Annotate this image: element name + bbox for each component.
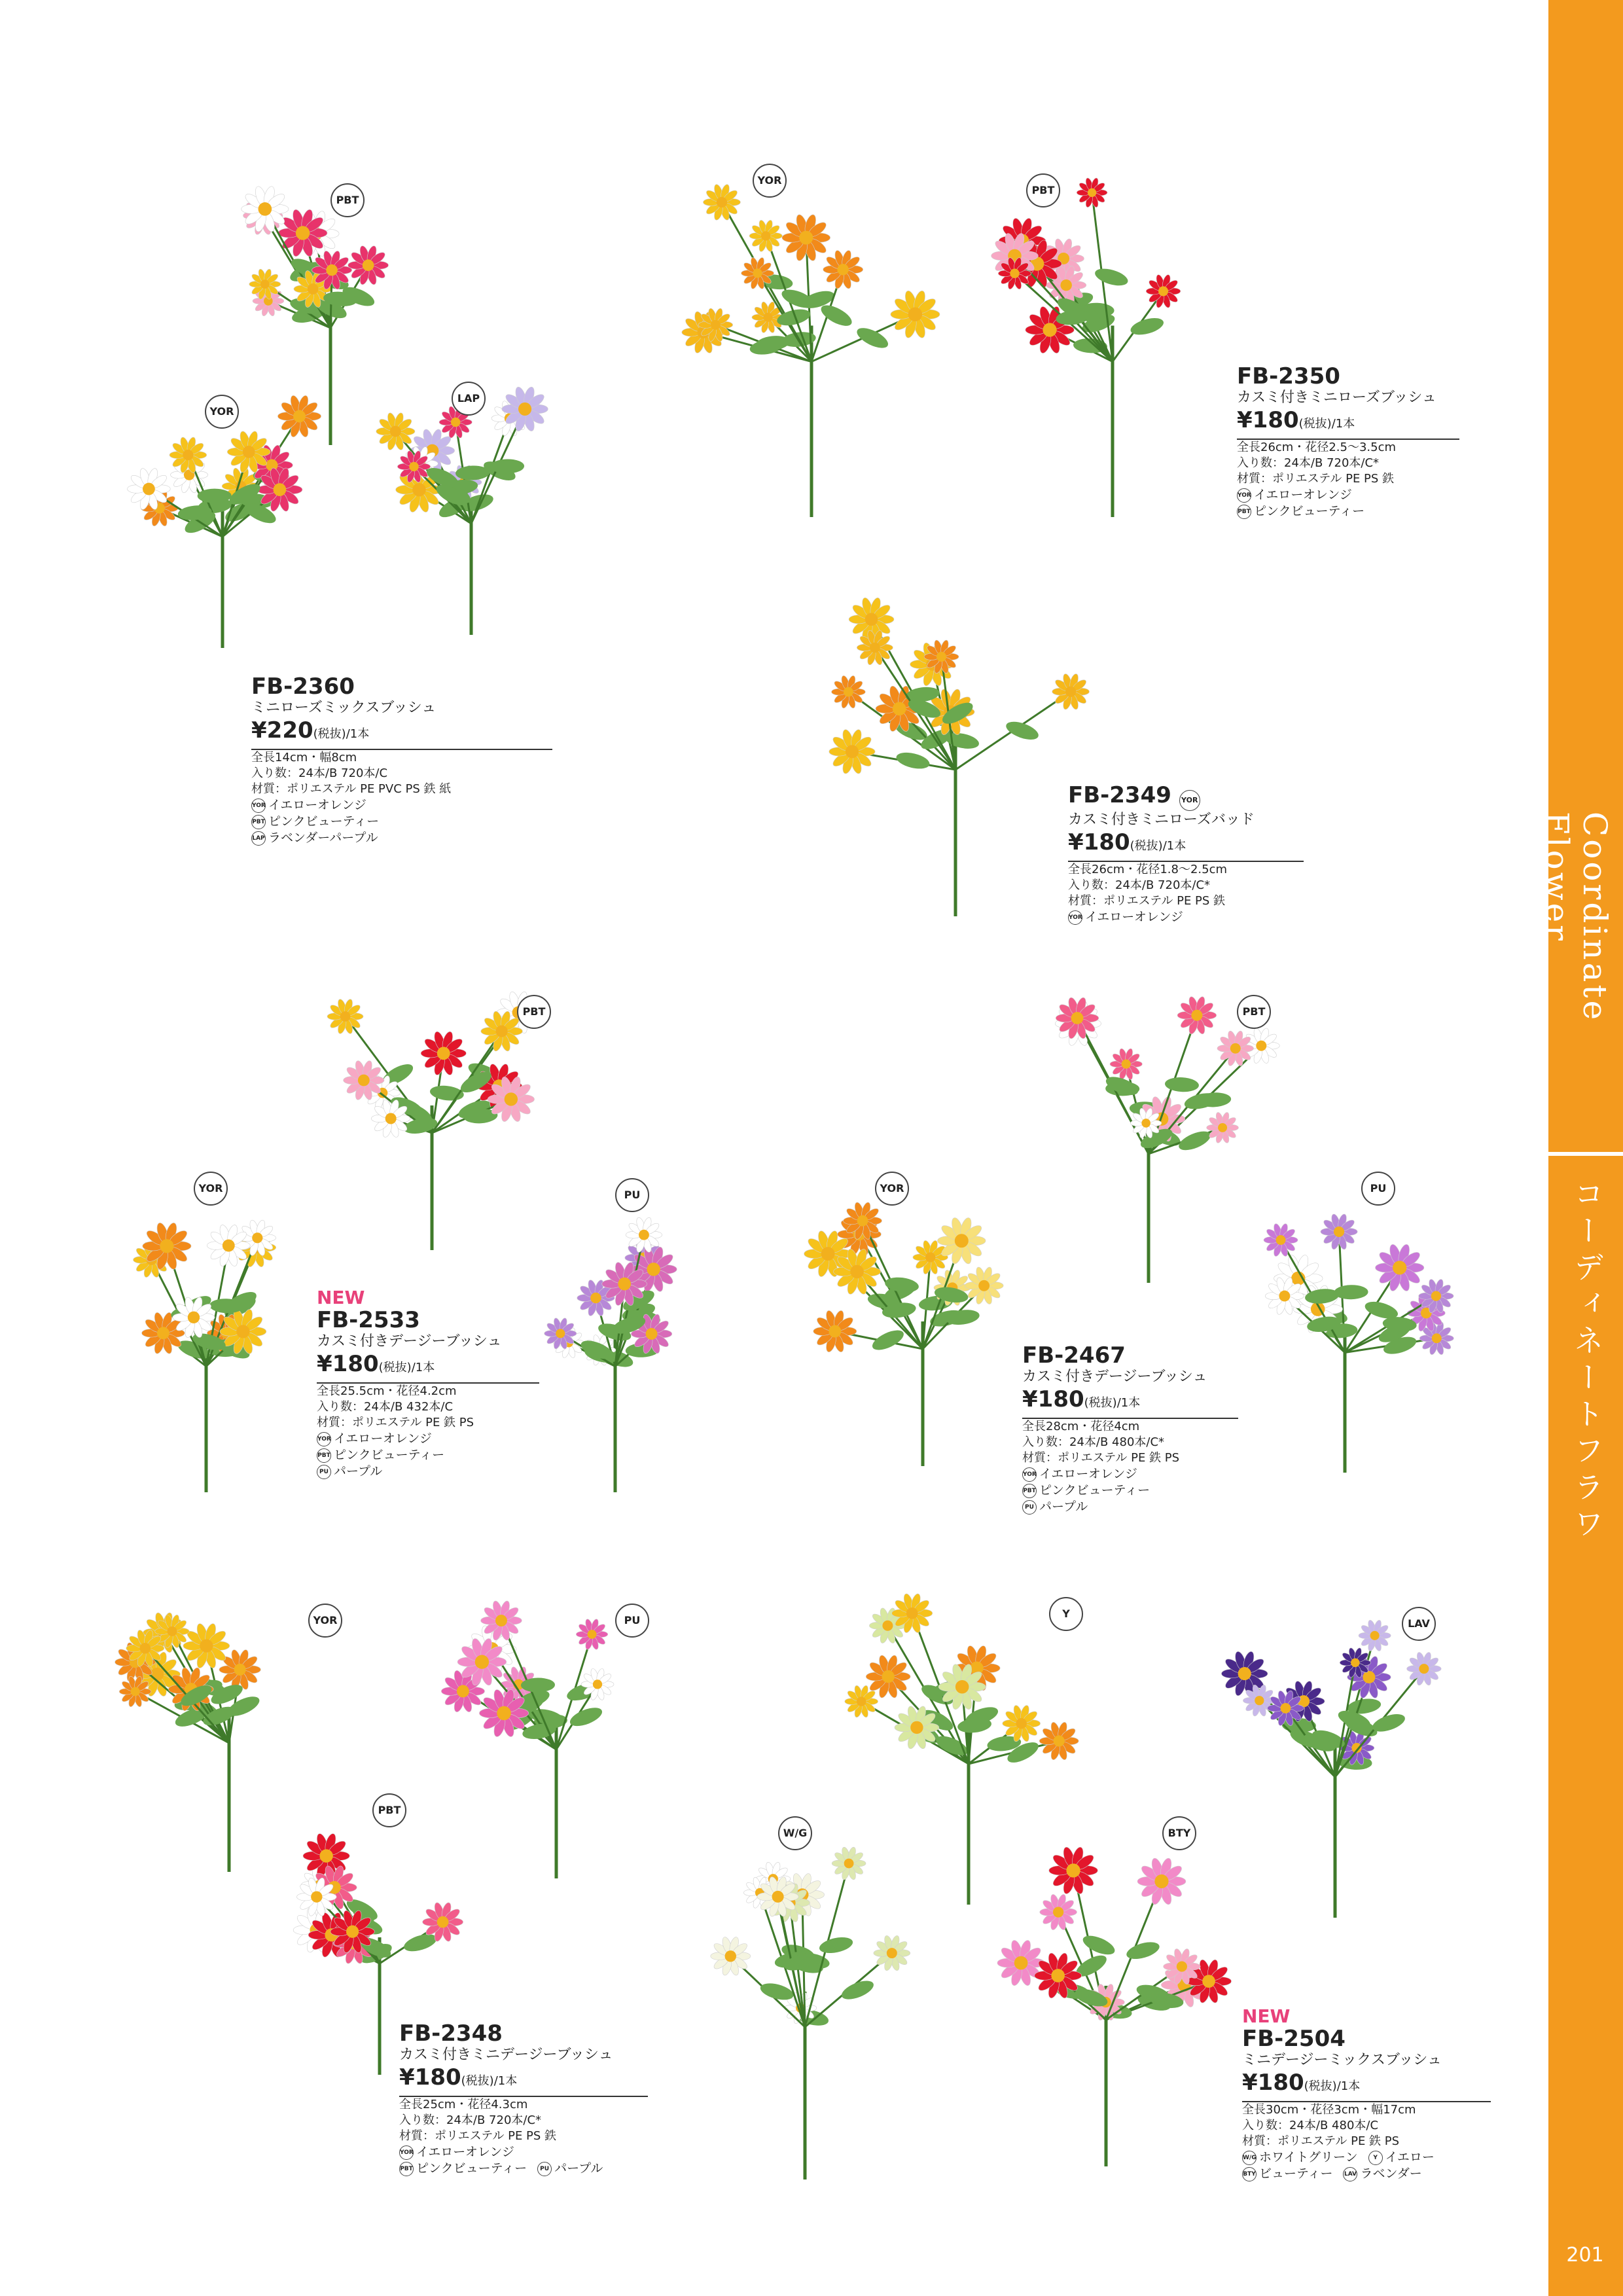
color-option: PBT ピンクビューティー PU パープル [400,2161,603,2176]
product-name: カスミ付きミニローズブッシュ [1237,389,1436,406]
photo-label: PBT [1237,995,1271,1029]
product-spec: 材質：ポリエステル PE 鉄 PS [317,1416,474,1429]
product-spec: 材質：ポリエステル PE 鉄 PS [1242,2134,1400,2148]
product-spec: 入り数：24本/B 432本/C [317,1400,454,1414]
product-fb-2360 [251,674,552,846]
product-spec: 材質：ポリエステル PE PVC PS 鉄 紙 [251,782,452,796]
bouquet-photo [1211,1198,1479,1479]
product-spec: 全長30cm・花径3cm・幅17cm [1242,2103,1416,2117]
product-spec: 全長14cm・幅8cm [251,751,357,764]
product-code: FB-2360 [251,673,355,700]
bouquet-photo [969,1833,1243,2173]
product-fb-2504 [1242,2007,1491,2182]
product-spec: 入り数：24本/B 480本/C* [1022,1435,1165,1449]
bouquet-photo [798,583,1113,923]
bouquet-photo [681,1833,929,2186]
product-code: FB-2504 [1242,2026,1346,2052]
product-name: カスミ付きデージーブッシュ [317,1333,502,1350]
product-spec: 入り数：24本/B 720本/C* [399,2113,542,2127]
product-price: ¥180(税抜)/1本 [317,1351,539,1384]
page-number: 201 [1566,2244,1604,2267]
product-price: ¥220(税抜)/1本 [251,717,552,750]
color-option: YOR イエローオレンジ [317,1431,432,1446]
product-fb-2467 [1022,1343,1238,1515]
color-option: LAP ラベンダーパープル [252,831,378,845]
color-option: PBT ピンクビューティー [1238,504,1365,518]
sidebar-title-en: Coordinate Flower [1538,812,1614,1023]
photo-label: YOR [308,1604,342,1638]
color-option: PBT ピンクビューティー [1023,1483,1150,1498]
photo-label: BTY [1162,1816,1196,1850]
color-option: YOR イエローオレンジ [1069,910,1183,924]
product-spec: 入り数：24本/B 720本/C* [1068,878,1211,892]
color-option: W/G ホワイトグリーン Y イエロー [1243,2150,1435,2164]
bouquet-photo [340,380,602,641]
color-option: PBT ピンクビューティー [252,814,380,829]
product-code: FB-2467 [1022,1342,1126,1369]
bouquet-photo [641,164,982,524]
product-name: カスミ付きミニローズバッド [1068,812,1255,828]
photo-label: PBT [372,1793,406,1827]
product-spec: 全長26cm・花径2.5〜3.5cm [1237,440,1397,454]
product-name: カスミ付きミニデージーブッシュ [399,2047,613,2063]
photo-label: PU [615,1178,649,1212]
photo-label: YOR [194,1172,228,1206]
photo-label: YOR [753,164,787,198]
photo-label: PU [1361,1172,1395,1206]
product-fb-2533 [317,1288,539,1480]
product-spec: 入り数：24本/B 720本/C* [1237,456,1380,470]
color-option: YOR イエローオレンジ [1238,488,1352,502]
photo-label: PU [615,1604,649,1638]
product-name: ミニローズミックスブッシュ [251,700,437,716]
product-fb-2349 [1068,783,1304,925]
product-spec: 全長28cm・花径4cm [1022,1420,1140,1433]
product-spec: 入り数：24本/B 480本/C [1242,2119,1379,2132]
photo-label: PBT [330,183,365,217]
product-name: カスミ付きデージーブッシュ [1022,1369,1207,1385]
color-option: PU パープル [1022,1499,1238,1515]
photo-label: W/G [778,1816,812,1850]
bouquet-photo [1204,1597,1466,1924]
color-option: BTY ビューティー LAV ラベンダー [1243,2166,1422,2181]
product-fb-2350 [1237,364,1459,520]
bouquet-photo [98,1204,314,1499]
photo-label: YOR [875,1172,909,1206]
photo-label: LAP [452,382,486,416]
sidebar-title-jp: コーディネートフラワー [1526,1178,1605,1545]
product-code: FB-2349 YOR [1068,783,1304,811]
product-price: ¥180(税抜)/1本 [1068,829,1304,862]
photo-label: PBT [1026,173,1060,207]
product-code: FB-2348 [399,2020,503,2047]
product-spec: 材質：ポリエステル PE PS 鉄 [1068,894,1226,908]
bouquet-photo [98,393,347,655]
photo-label: LAV [1402,1607,1436,1641]
color-option: YOR イエローオレンジ [1023,1467,1137,1481]
sidebar-tab [1526,0,1623,2296]
product-spec: 全長25cm・花径4.3cm [399,2098,528,2111]
product-spec: 全長25.5cm・花径4.2cm [317,1384,457,1398]
product-code: FB-2533 [317,1307,420,1333]
product-color-badge: YOR [1179,790,1200,811]
bouquet-photo [975,164,1250,524]
product-price: ¥180(税抜)/1本 [1242,2070,1491,2102]
product-spec: 全長26cm・花径1.8〜2.5cm [1068,863,1228,876]
product-spec: 材質：ポリエステル PE PS 鉄 [399,2129,557,2143]
color-option: YOR イエローオレンジ [252,798,366,812]
product-spec: 入り数：24本/B 720本/C [251,766,388,780]
photo-label: YOR [205,395,239,429]
product-spec: 材質：ポリエステル PE 鉄 PS [1022,1451,1180,1465]
sidebar-divider [1548,1152,1623,1156]
color-option: PU パープル [317,1463,539,1480]
color-option: YOR イエローオレンジ [400,2145,514,2159]
photo-label: PBT [517,995,551,1029]
product-code: FB-2350 [1237,363,1340,389]
product-spec: 材質：ポリエステル PE PS 鉄 [1237,472,1395,486]
product-price: ¥180(税抜)/1本 [1237,407,1459,440]
product-name: ミニデージーミックスブッシュ [1242,2052,1442,2068]
new-badge: NEW [1242,2005,1291,2027]
product-fb-2348 [399,2021,648,2177]
new-badge: NEW [317,1287,365,1308]
product-price: ¥180(税抜)/1本 [399,2064,648,2097]
photo-label: Y [1049,1597,1083,1631]
product-price: ¥180(税抜)/1本 [1022,1386,1238,1419]
color-option: PBT ピンクビューティー [317,1448,445,1462]
